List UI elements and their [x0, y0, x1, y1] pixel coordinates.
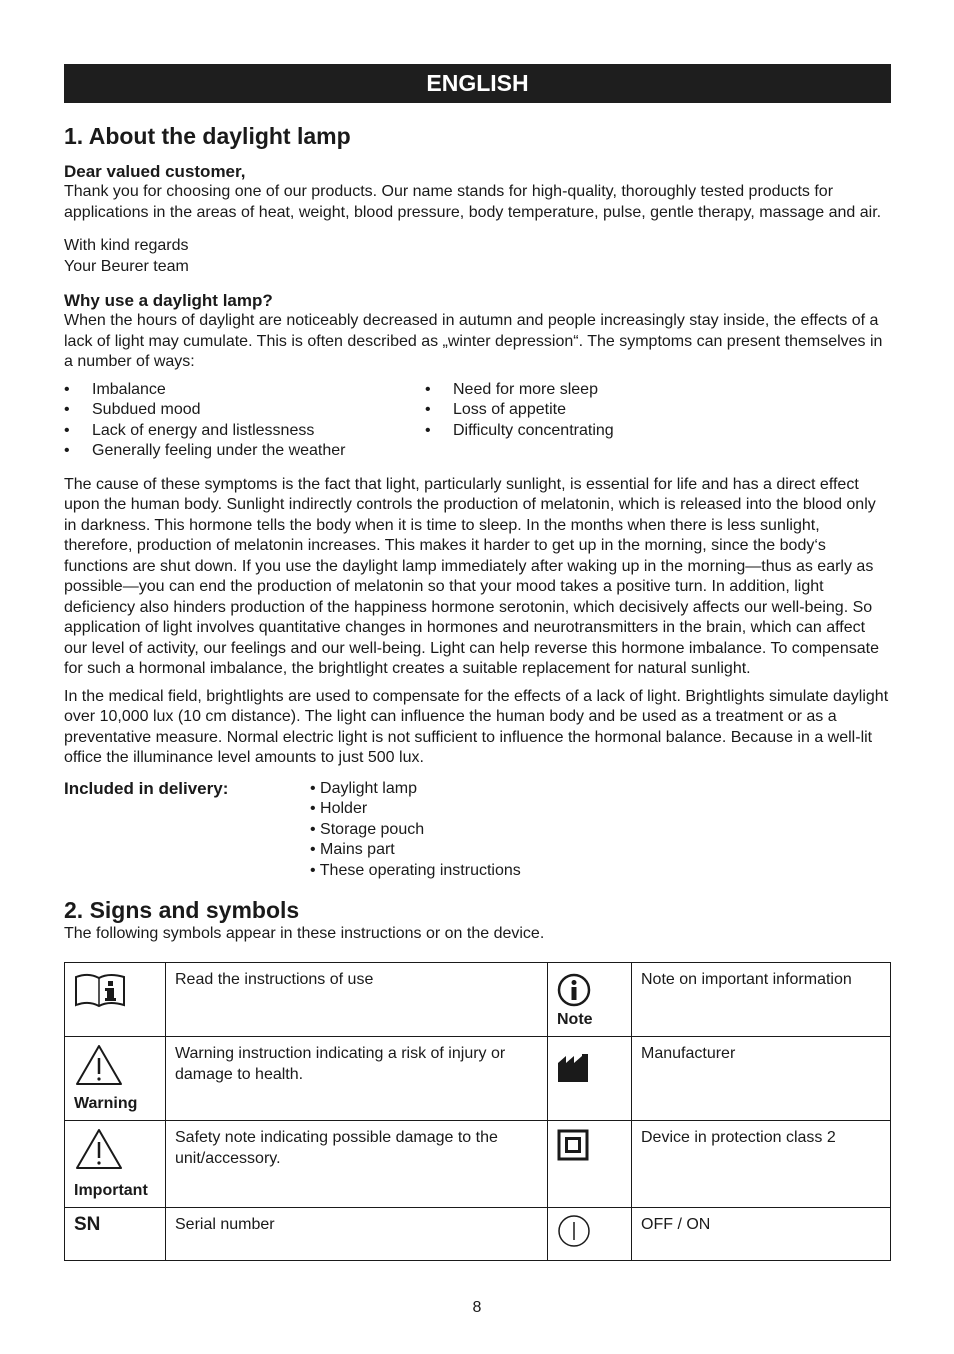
symbol-description: OFF / ON	[632, 1207, 891, 1260]
list-item: • Subdued mood	[64, 400, 425, 421]
language-banner: ENGLISH	[64, 64, 891, 103]
list-item: • Lack of energy and listlessness	[64, 421, 425, 442]
medical-paragraph: In the medical field, brightlights are used to compensate for the effects of a lack of light. Brightlights simulate daylight over 10,000 lux (10 cm distance). The light can influence the human body and be used as a treatment or as a preventative measure. Normal electric light is not sufficient to influence the hormonal balance. Because in a well-lit office the illuminance level amounts to just 500 lux.	[64, 687, 889, 766]
symbol-cell	[548, 962, 632, 1036]
symbol-description: Warning instruction indicating a risk of injury or damage to health.	[166, 1036, 548, 1120]
table-row	[65, 1207, 891, 1260]
list-item: • Loss of appetite	[425, 400, 614, 421]
power-onoff-icon	[557, 1214, 591, 1248]
why-paragraph: When the hours of daylight are noticeably decreased in autumn and people increasingly stay inside, the effects of a lack of light may cumulate. This is often described as „winter depression“. The symptoms can present themselves in a number of ways:	[64, 312, 883, 370]
table-row	[65, 1120, 891, 1207]
list-item: • Storage pouch	[310, 820, 521, 841]
symbol-cell	[548, 1120, 632, 1207]
list-item: • Difficulty concentrating	[425, 421, 614, 442]
symptoms-column-2	[425, 380, 614, 462]
list-item: • Imbalance	[64, 380, 425, 401]
delivery-contents	[64, 779, 891, 882]
important-label: Important	[74, 1181, 148, 1199]
warning-label: Warning	[74, 1094, 138, 1112]
book-info-icon	[74, 973, 126, 1009]
page-number: 8	[472, 1299, 482, 1316]
list-item: • Generally feeling under the weather	[64, 441, 425, 462]
note-label: Note	[557, 1010, 593, 1028]
symbol-description: Serial number	[166, 1207, 548, 1260]
delivery-list	[310, 779, 521, 882]
symbol-description: Device in protection class 2	[632, 1120, 891, 1207]
warning-triangle-icon	[74, 1127, 124, 1171]
symbol-description: Note on important information	[632, 962, 891, 1036]
symbol-cell	[548, 1036, 632, 1120]
section-1-title: 1. About the daylight lamp	[64, 123, 351, 149]
info-circle-icon	[557, 973, 591, 1007]
symptoms-column-1	[64, 380, 425, 462]
table-row	[65, 1036, 891, 1120]
section-2-title: 2. Signs and symbols	[64, 897, 300, 923]
manual-page	[64, 64, 891, 1261]
manufacturer-icon	[557, 1053, 589, 1083]
symbol-cell	[65, 1036, 166, 1120]
cause-paragraph: The cause of these symptoms is the fact that light, particularly sunlight, is essential for life and has a direct effect upon the human body. Sunlight indirectly controls the production of melatonin, which is released into the blood only in darkness. This hormone tells the body when it is time to sleep. In the months when there is less sunlight, therefore, production of melatonin increases. This makes it harder to get up in the morning, since the body‘s functions are shut down. If you use the daylight lamp immediately after waking up in the morning—thus as early as possible—you can end the production of melatonin so that your mood takes a positive turn. In addition, light deficiency also hinders production of the happiness hormone serotonin, which decisively affects our well-being. So application of light involves quantitative changes in hormones and neurotransmitters in the brain, which can affect our level of activity, our feelings and our well-being. Light can help reverse this hormone imbalance. To compensate for such a hormonal imbalance, the brightlight creates a suitable replacement for natural sunlight.	[64, 475, 879, 677]
greeting-heading: Dear valued customer,	[64, 162, 246, 181]
table-row	[65, 962, 891, 1036]
symbol-cell	[65, 1120, 166, 1207]
symbol-description: Safety note indicating possible damage to the unit/accessory.	[166, 1120, 548, 1207]
list-item: • Need for more sleep	[425, 380, 614, 401]
delivery-label: Included in delivery:	[64, 778, 229, 798]
list-item: • Mains part	[310, 840, 521, 861]
intro-paragraph: Thank you for choosing one of our products. Our name stands for high-quality, thoroughly tested products for applications in the areas of heat, weight, blood pressure, body temperature, pulse, gentle therapy, massage and air.	[64, 183, 882, 221]
regards-line-2: Your Beurer team	[64, 257, 189, 275]
symbol-cell	[65, 1207, 166, 1260]
symbols-intro: The following symbols appear in these instructions or on the device.	[64, 925, 545, 942]
protection-class-2-icon	[557, 1129, 589, 1161]
why-heading: Why use a daylight lamp?	[64, 291, 273, 310]
list-item: • Holder	[310, 799, 521, 820]
warning-triangle-icon	[74, 1043, 124, 1087]
symbols-table	[64, 962, 891, 1261]
serial-number-symbol: SN	[74, 1213, 101, 1235]
symbol-cell	[548, 1207, 632, 1260]
regards-line-1: With kind regards	[64, 237, 189, 254]
list-item: • These operating instructions	[310, 861, 521, 882]
list-item: • Daylight lamp	[310, 779, 521, 800]
symbol-cell	[65, 962, 166, 1036]
symbol-description: Read the instructions of use	[166, 962, 548, 1036]
symptoms-list	[64, 380, 891, 462]
symbol-description: Manufacturer	[632, 1036, 891, 1120]
